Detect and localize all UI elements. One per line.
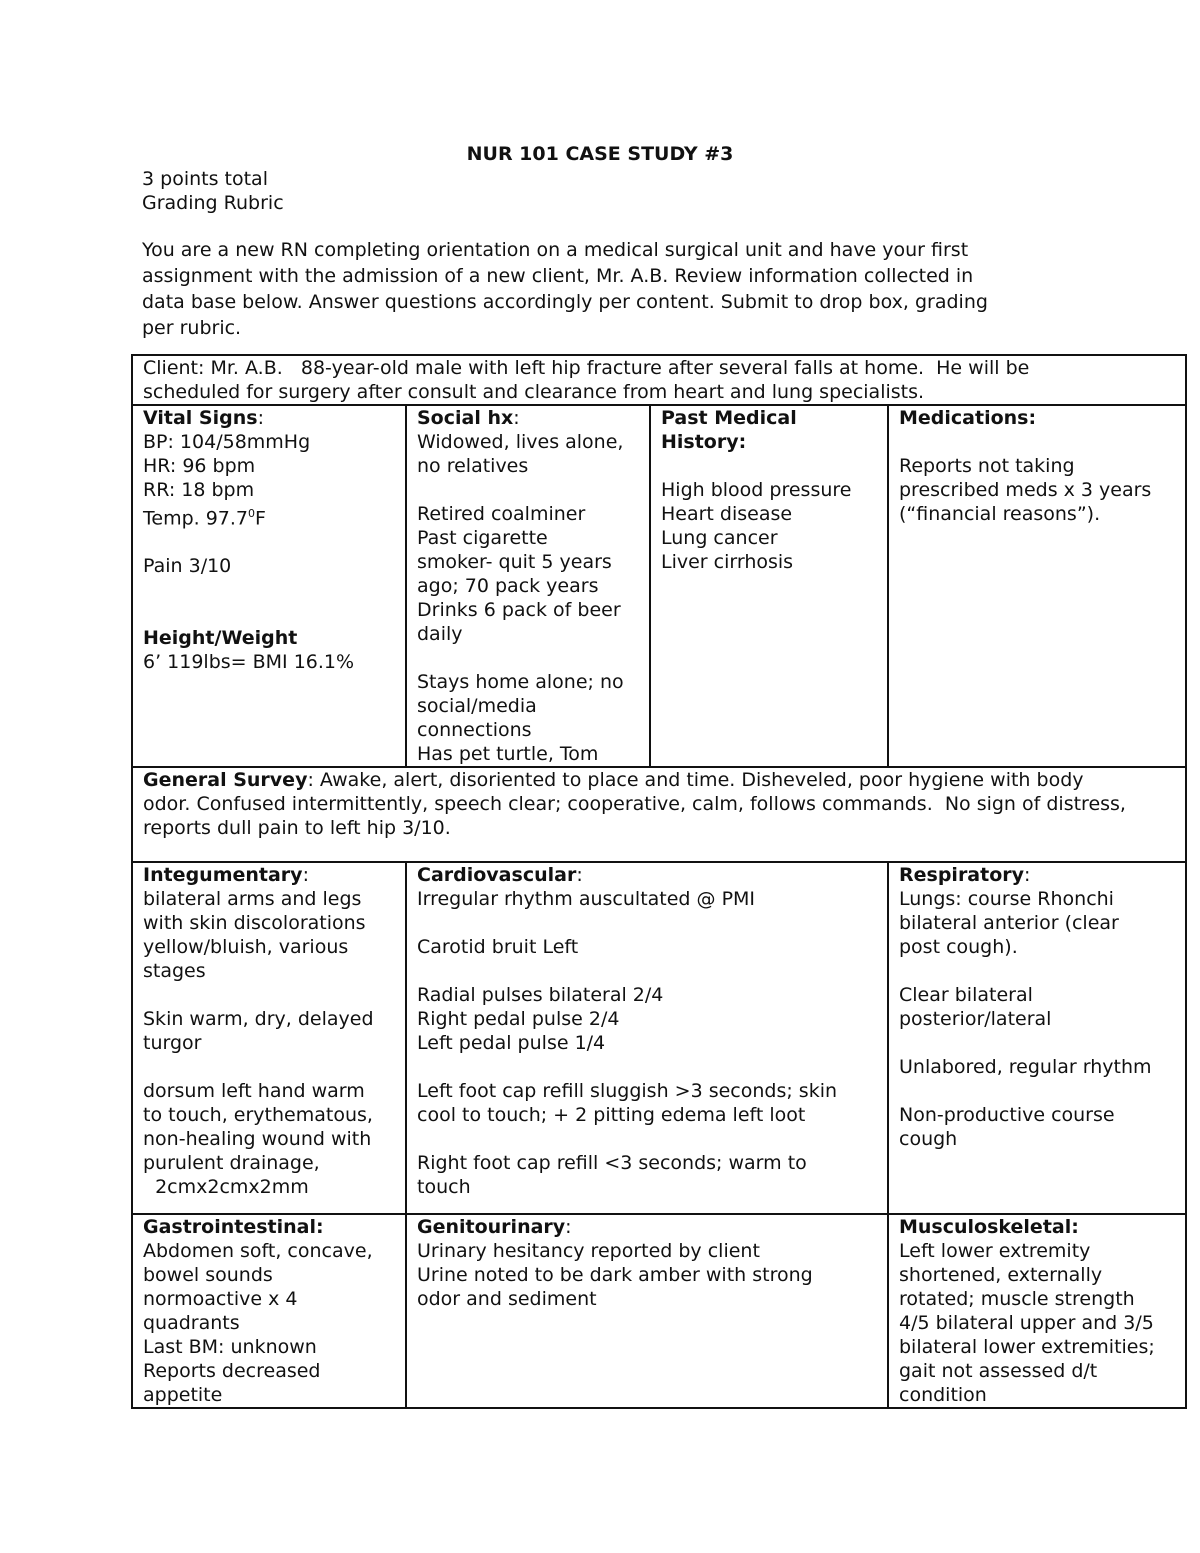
msk-line: bilateral lower extremities; <box>899 1336 1155 1358</box>
msk-line: gait not assessed d/t <box>899 1360 1098 1382</box>
bp-value: BP: 104/58mmHg <box>143 431 311 453</box>
medications-line: (“financial reasons”). <box>899 503 1101 525</box>
medications-line: Reports not taking <box>899 455 1075 477</box>
rr-value: RR: 18 bpm <box>143 479 255 501</box>
general-survey-cell: General Survey: Awake, alert, disoriented to place and time. Disheveled, poor hygiene with body odor. Confused intermittently, speech clear; cooperative, calm, follows commands. No sign of distress, reports dull pain to left hip 3/10. <box>132 767 1186 862</box>
integ-line: non-healing wound with <box>143 1128 372 1150</box>
integ-line: yellow/bluish, various <box>143 936 349 958</box>
cardiovascular-cell: Cardiovascular: Irregular rhythm auscultated @ PMI Carotid bruit Left Radial pulses bilateral 2/4 Right pedal pulse 2/4 Left pedal pulse 1/4 Left foot cap refill sluggish >3 seconds; skin cool to touch; + 2 pitting edema left loot Right foot cap refill <3 seconds; warm to touch <box>406 862 888 1214</box>
cardio-line: Irregular rhythm auscultated @ PMI <box>417 888 756 910</box>
respiratory-heading: Respiratory <box>899 864 1025 886</box>
resp-line: Non-productive course <box>899 1104 1115 1126</box>
pmh-heading: Past Medical <box>661 407 797 429</box>
social-line: social/media <box>417 695 537 717</box>
instructions-line: assignment with the admission of a new client, Mr. A.B. Review information collected in <box>142 265 974 287</box>
cardio-line: touch <box>417 1176 471 1198</box>
social-line: connections <box>417 719 532 741</box>
gastrointestinal-cell <box>132 1214 406 1408</box>
integ-line: bilateral arms and legs <box>143 888 362 910</box>
pmh-item: Lung cancer <box>661 527 778 549</box>
musculoskeletal-cell <box>888 1214 1186 1408</box>
resp-line: bilateral anterior (clear <box>899 912 1119 934</box>
vital-signs-heading: Vital Signs <box>143 407 258 429</box>
vital-signs-cell: Vital Signs: BP: 104/58mmHg HR: 96 bpm RR: 18 bpm Temp. 97.7$^0$F Pain 3/10 Height/Weight 6’ 119lbs= BMI 16.1% <box>132 405 406 767</box>
medications-heading: Medications: <box>899 407 1037 429</box>
integ-line: turgor <box>143 1032 202 1054</box>
height-weight-heading: Height/Weight <box>143 627 298 650</box>
msk-line: rotated; muscle strength <box>899 1288 1135 1310</box>
general-survey-line: odor. Confused intermittently, speech clear; cooperative, calm, follows commands. No sign of distress, <box>143 793 1126 815</box>
integ-line: Skin warm, dry, delayed <box>143 1008 374 1030</box>
pmh-item: Liver cirrhosis <box>661 551 794 573</box>
instructions-paragraph <box>142 237 1042 341</box>
gu-line: odor and sediment <box>417 1288 597 1310</box>
pmh-item: Heart disease <box>661 503 793 525</box>
gi-line: Abdomen soft, concave, <box>143 1240 373 1262</box>
general-survey-row <box>132 767 1186 862</box>
msk-line: Left lower extremity <box>899 1240 1091 1262</box>
cardio-line: Left foot cap refill sluggish >3 seconds; skin <box>417 1080 838 1102</box>
systems-row-1 <box>132 862 1186 1214</box>
social-line: no relatives <box>417 455 529 477</box>
pmh-heading: History: <box>661 431 747 453</box>
resp-line: Lungs: course Rhonchi <box>899 888 1114 910</box>
resp-line: cough <box>899 1128 958 1150</box>
resp-line: posterior/lateral <box>899 1008 1052 1030</box>
client-line: Client: Mr. A.B. 88-year-old male with left hip fracture after several falls at home. He will be <box>143 357 1030 379</box>
social-line: Widowed, lives alone, <box>417 431 624 453</box>
grading-rubric: Grading Rubric <box>142 192 284 214</box>
systems-row-2 <box>132 1214 1186 1408</box>
social-history-heading: Social hx <box>417 407 514 429</box>
genitourinary-cell: Genitourinary: Urinary hesitancy reported by client Urine noted to be dark amber with strong odor and sediment <box>406 1214 888 1408</box>
msk-line: condition <box>899 1384 987 1406</box>
social-line: ago; 70 pack years <box>417 575 599 597</box>
gu-line: Urine noted to be dark amber with strong <box>417 1264 813 1286</box>
social-line: Drinks 6 pack of beer <box>417 599 621 621</box>
genitourinary-heading: Genitourinary <box>417 1216 566 1238</box>
cardio-line: Carotid bruit Left <box>417 936 579 958</box>
general-survey-heading: General Survey <box>143 769 308 791</box>
social-line: Has pet turtle, Tom <box>417 743 599 765</box>
cardio-line: Right pedal pulse 2/4 <box>417 1008 620 1030</box>
gi-line: quadrants <box>143 1312 240 1334</box>
social-line: daily <box>417 623 463 645</box>
gi-line: appetite <box>143 1384 223 1406</box>
resp-line: post cough). <box>899 936 1018 958</box>
instructions-line: per rubric. <box>142 317 242 339</box>
social-line: Retired coalminer <box>417 503 586 525</box>
temp-value: Temp. 97.7$^0$F <box>143 507 266 530</box>
client-line: scheduled for surgery after consult and clearance from heart and lung specialists. <box>143 381 925 403</box>
social-history-cell: Social hx: Widowed, lives alone, no relatives Retired coalminer Past cigarette smoker- quit 5 years ago; 70 pack years Drinks 6 pack of beer daily Stays home alone; no social/media connections Has pet turtle, Tom <box>406 405 650 767</box>
integumentary-cell: Integumentary: bilateral arms and legs with skin discolorations yellow/bluish, various stages Skin warm, dry, delayed turgor dorsum left hand warm to touch, erythematous, non-healing wound with purulent drainage, 2cmx2cmx2mm <box>132 862 406 1214</box>
cardio-line: Right foot cap refill <3 seconds; warm to <box>417 1152 807 1174</box>
integ-line: to touch, erythematous, <box>143 1104 373 1126</box>
gi-line: Last BM: unknown <box>143 1336 317 1358</box>
history-row <box>132 405 1186 767</box>
past-medical-history-cell <box>650 405 888 767</box>
social-line: Stays home alone; no <box>417 671 624 693</box>
gi-line: bowel sounds <box>143 1264 273 1286</box>
medications-cell <box>888 405 1186 767</box>
integ-line: purulent drainage, <box>143 1152 320 1174</box>
integ-line: 2cmx2cmx2mm <box>143 1176 309 1198</box>
gastrointestinal-heading: Gastrointestinal: <box>143 1216 324 1238</box>
document-title: NUR 101 CASE STUDY #3 <box>466 143 734 165</box>
intro-block <box>142 167 1042 341</box>
hr-value: HR: 96 bpm <box>143 455 256 477</box>
social-line: smoker- quit 5 years <box>417 551 612 573</box>
cardiovascular-heading: Cardiovascular <box>417 864 577 886</box>
integumentary-heading: Integumentary <box>143 864 303 886</box>
case-data-table <box>131 354 1187 1409</box>
gu-line: Urinary hesitancy reported by client <box>417 1240 760 1262</box>
instructions-line: You are a new RN completing orientation on a medical surgical unit and have your first <box>142 239 969 261</box>
resp-line: Unlabored, regular rhythm <box>899 1056 1152 1078</box>
respiratory-cell: Respiratory: Lungs: course Rhonchi bilateral anterior (clear post cough). Clear bilateral posterior/lateral Unlabored, regular rhythm Non-productive course cough <box>888 862 1186 1214</box>
msk-line: 4/5 bilateral upper and 3/5 <box>899 1312 1154 1334</box>
points-total: 3 points total <box>142 168 268 190</box>
cardio-line: cool to touch; + 2 pitting edema left loot <box>417 1104 806 1126</box>
instructions-line: data base below. Answer questions accordingly per content. Submit to drop box, grading <box>142 291 988 313</box>
gi-line: Reports decreased <box>143 1360 321 1382</box>
integ-line: with skin discolorations <box>143 912 366 934</box>
cardio-line: Left pedal pulse 1/4 <box>417 1032 606 1054</box>
integ-line: dorsum left hand warm <box>143 1080 365 1102</box>
general-survey-line: reports dull pain to left hip 3/10. <box>143 817 451 839</box>
client-row <box>132 355 1186 405</box>
height-weight-value: 6’ 119lbs= BMI 16.1% <box>143 651 355 674</box>
resp-line: Clear bilateral <box>899 984 1033 1006</box>
msk-line: shortened, externally <box>899 1264 1103 1286</box>
client-cell <box>132 355 1186 405</box>
musculoskeletal-heading: Musculoskeletal: <box>899 1216 1079 1238</box>
social-line: Past cigarette <box>417 527 548 549</box>
cardio-line: Radial pulses bilateral 2/4 <box>417 984 664 1006</box>
medications-line: prescribed meds x 3 years <box>899 479 1152 501</box>
pain-value: Pain 3/10 <box>143 555 232 578</box>
integ-line: stages <box>143 960 206 982</box>
pmh-item: High blood pressure <box>661 479 852 501</box>
gi-line: normoactive x 4 <box>143 1288 298 1310</box>
